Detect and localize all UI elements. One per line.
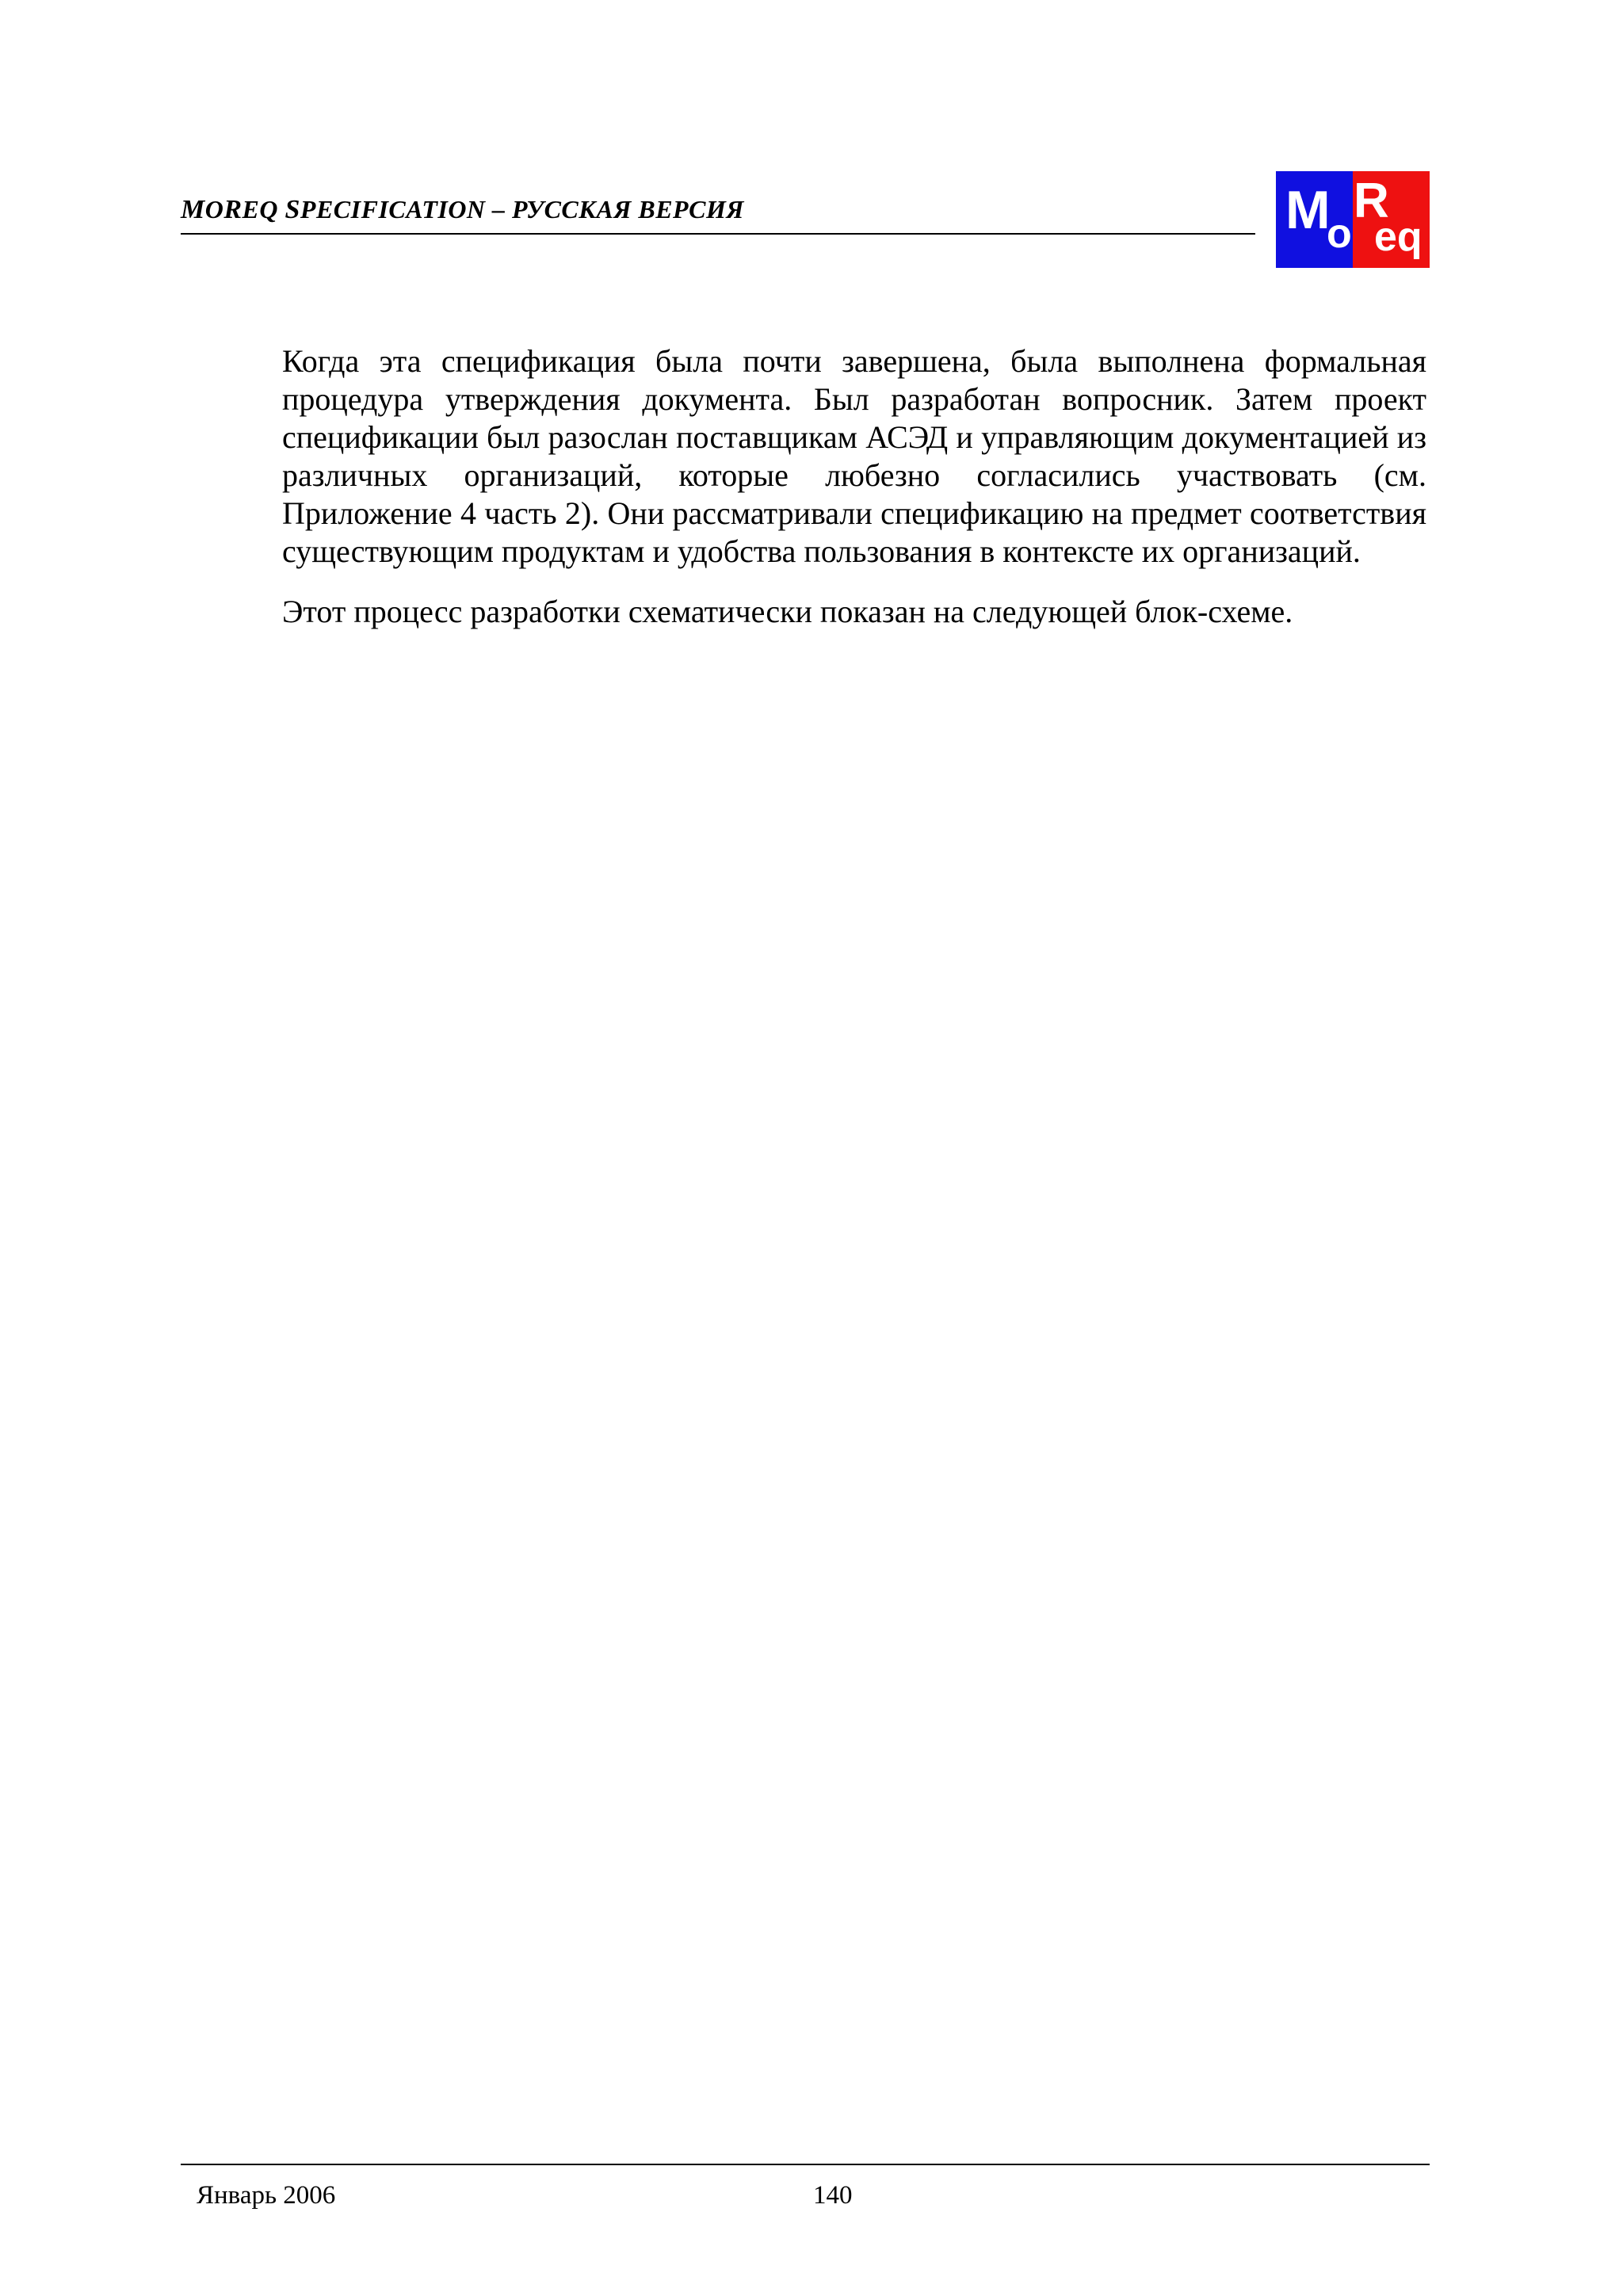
logo-letter-o: o (1327, 211, 1352, 257)
footer-divider (181, 2164, 1430, 2165)
logo-letters-eq: eq (1374, 214, 1423, 260)
header-divider (181, 233, 1255, 235)
paragraph: Когда эта спецификация была почти завершена, была выполнена формальная процедура утверждения документа. Был разработан вопросник. Затем проект спецификации был разослан поставщикам АСЭД и управляющим документацией из различных организаций, которые любезно согласились участвовать (см. Приложение 4 часть 2). Они рассматривали спецификацию на предмет соответствия существующим продуктам и удобства пользования в контексте их организаций. (282, 343, 1426, 569)
body-text (282, 342, 1426, 653)
moreq-logo (1276, 171, 1430, 268)
header-part: S (285, 195, 300, 224)
header-part: EQ (242, 195, 285, 223)
header-part: O (204, 195, 224, 223)
logo-letter-m: M (1285, 180, 1331, 240)
running-header (181, 195, 1255, 225)
header-part: M (181, 195, 205, 224)
paragraph: Этот процесс разработки схематически показан на следующей блок-схеме. (282, 594, 1293, 629)
page-number: 140 (813, 2181, 853, 2210)
header-part: PECIFICATION – РУССКАЯ ВЕРСИЯ (300, 195, 744, 223)
footer-date: Январь 2006 (197, 2181, 336, 2210)
header-part: R (223, 195, 242, 224)
logo-letter-r: R (1354, 174, 1389, 228)
